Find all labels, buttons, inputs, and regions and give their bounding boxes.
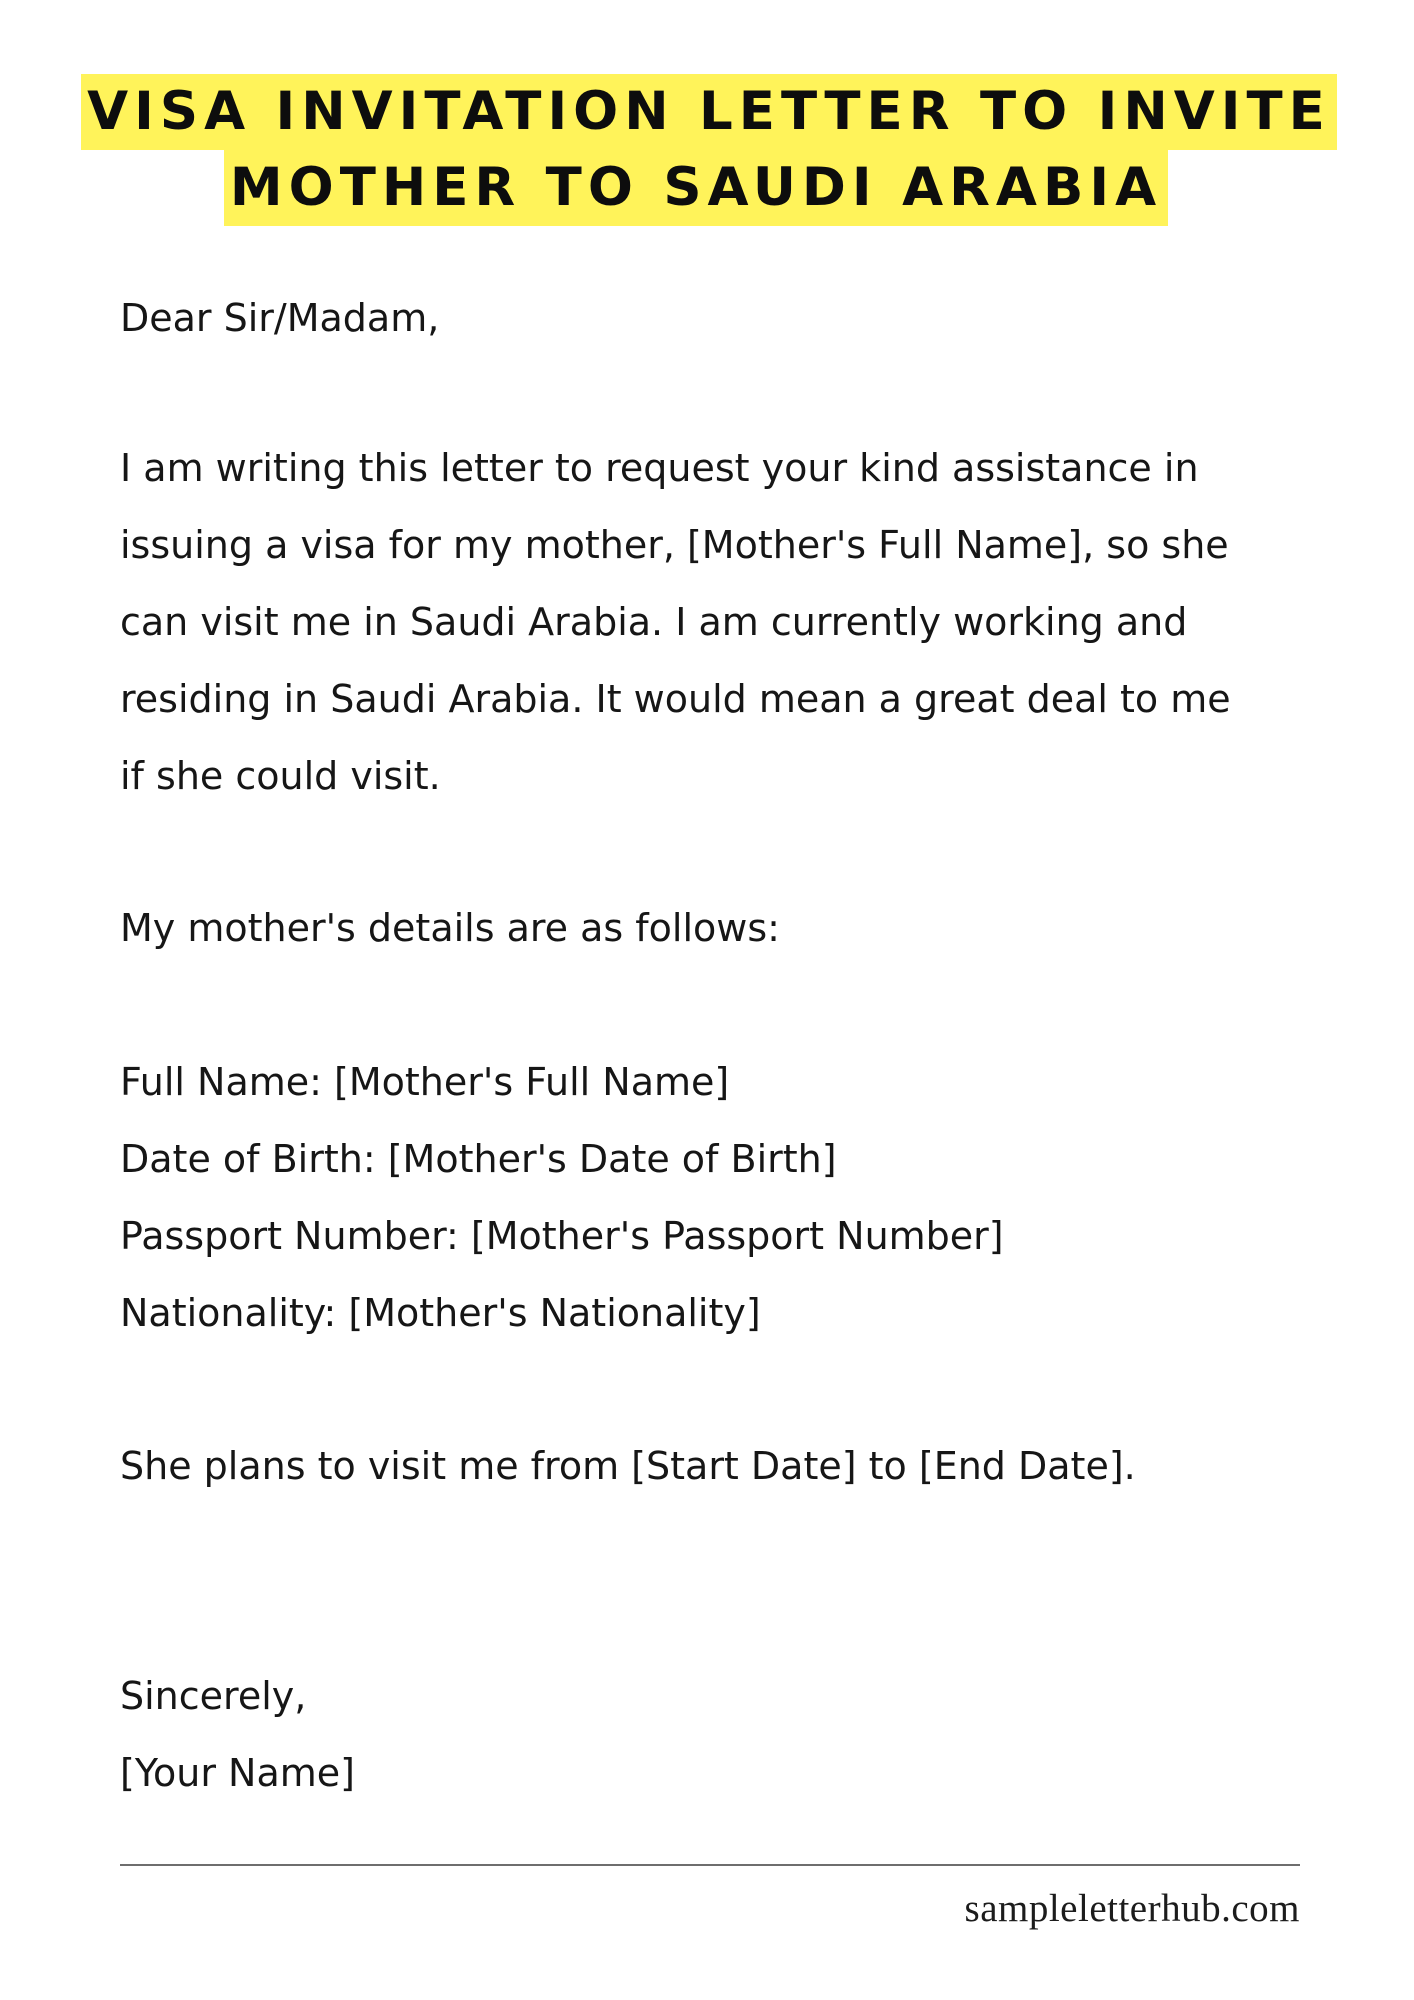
letter-title [0,74,1414,226]
paragraph-line: I am writing this letter to request your kind assistance in [120,446,1199,490]
paragraph-line: issuing a visa for my mother, [Mother's Full Name], so she [120,523,1229,567]
detail-nationality: Nationality: [Mother's Nationality] [120,1291,761,1335]
paragraph-line: if she could visit. [120,754,441,798]
salutation: Dear Sir/Madam, [120,296,440,340]
footer-divider [120,1864,1300,1866]
detail-date-of-birth: Date of Birth: [Mother's Date of Birth] [120,1137,837,1181]
title-line-2: MOTHER TO SAUDI ARABIA [224,150,1168,226]
visit-dates: She plans to visit me from [Start Date] to [End Date]. [120,1444,1136,1488]
website-footer: sampleletterhub.com [964,1887,1300,1930]
detail-passport-number: Passport Number: [Mother's Passport Number] [120,1214,1004,1258]
closing: Sincerely, [120,1674,307,1718]
paragraph-line: can visit me in Saudi Arabia. I am currently working and [120,600,1188,644]
paragraph-line: residing in Saudi Arabia. It would mean a great deal to me [120,677,1231,721]
details-intro: My mother's details are as follows: [120,906,780,950]
signature-name: [Your Name] [120,1751,355,1795]
detail-full-name: Full Name: [Mother's Full Name] [120,1060,730,1104]
title-line-1: VISA INVITATION LETTER TO INVITE [81,74,1337,150]
